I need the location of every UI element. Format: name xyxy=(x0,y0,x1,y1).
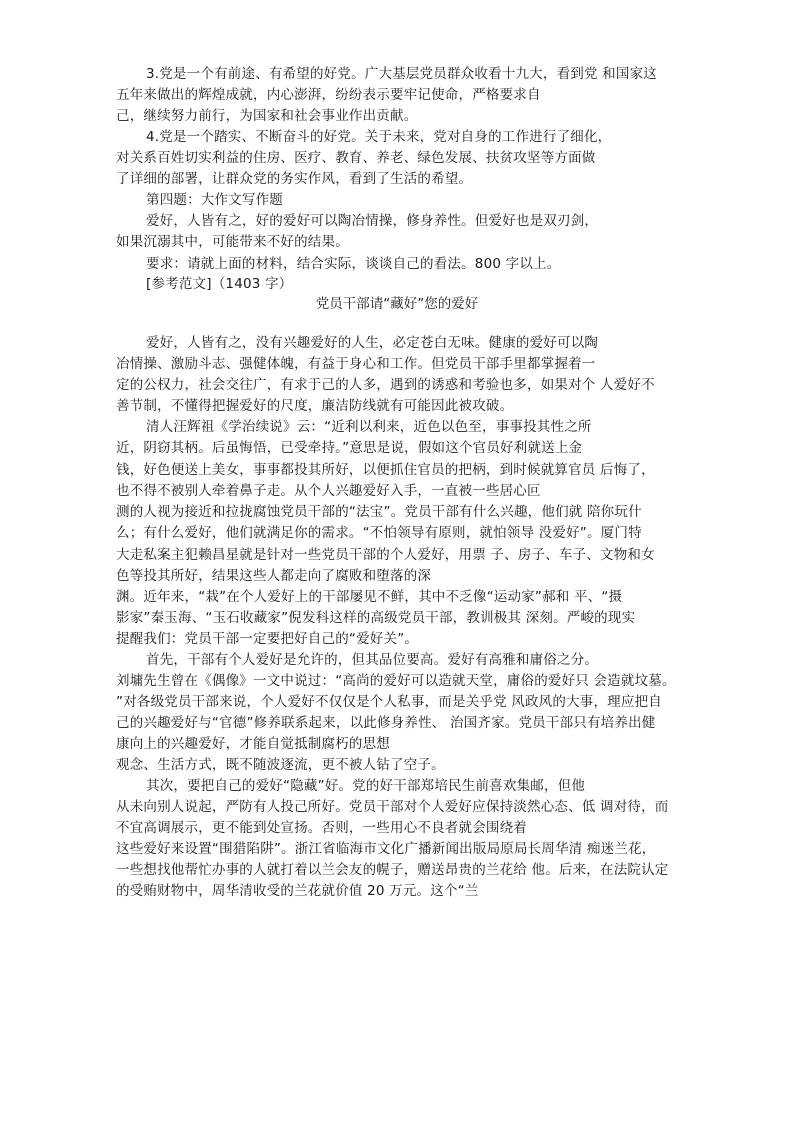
p1-line-4: 善节制，不懂得把握爱好的尺度，廉洁防线就有可能因此被攻破。 xyxy=(116,398,514,414)
material-line-2: 如果沉溺其中，可能带来不好的结果。 xyxy=(116,234,349,250)
p2-line-2: 近，阴窃其柄。后虽悔悟，已受牵持。”意思是说，假如这个官员好利就送上金 xyxy=(116,440,583,456)
p2-line-4: 也不得不被别人牵着鼻子走。从个人兴趣爱好入手，一直被一些居心叵 xyxy=(116,483,541,499)
p1-line-2: 冶情操、激励斗志、强健体魄，有益于身心和工作。但党员干部手里都掌握着一 xyxy=(116,356,596,372)
essay-title: 党员干部请“藏好”您的爱好 xyxy=(315,296,479,312)
p4-line-5: 一些想找他帮忙办事的人就打着以兰会友的幌子，赠送昂贵的兰花给 他。后来，在法院认定 xyxy=(116,862,669,878)
p1-line-3: 定的公权力，社会交往广，有求于己的人多，遇到的诱惑和考验也多，如果对个 人爱好不 xyxy=(116,377,655,393)
section3-line-3: 己，继续努力前行，为国家和社会事业作出贡献。 xyxy=(116,108,418,124)
p2-line-9: 渊。近年来，“栽”在个人爱好上的干部屡见不鲜，其中不乏像“运动家”郝和 平、“摄 xyxy=(116,589,623,605)
p2-line-3: 钱，好色便送上美女，事事都投其所好，以便抓住官员的把柄，到时候就算官员 后悔了， xyxy=(116,462,655,478)
p4-line-3: 不宜高调展示，更不能到处宣扬。否则，一些用心不良者就会围绕着 xyxy=(116,820,527,836)
p2-line-5: 测的人视为接近和拉拢腐蚀党员干部的“法宝”。党员干部有什么兴趣，他们就 陪你玩什 xyxy=(116,504,642,520)
p3-line-3: ”对各级党员干部来说，个人爱好不仅仅是个人私事，而是关乎党 风政风的大事，理应把自 xyxy=(116,694,662,710)
section3-line-2: 五年来做出的辉煌成就，内心澎湃，纷纷表示要牢记使命，严格要求自 xyxy=(116,87,541,103)
p2-line-10: 影家”秦玉海、“玉石收藏家”倪发科这样的高级党员干部，教训极其 深刻。严峻的现实 xyxy=(116,610,636,626)
p3-line-6: 观念、生活方式，既不随波逐流，更不被人钻了空子。 xyxy=(116,757,445,773)
p3-line-5: 康向上的兴趣爱好，才能自觉抵制腐朽的思想 xyxy=(116,736,390,752)
p4-line-4: 这些爱好来设置“围猎陷阱”。浙江省临海市文化广播新闻出版局原局长周华清 痴迷兰花， xyxy=(116,841,656,857)
material-line-1: 爱好，人皆有之，好的爱好可以陶冶情操，修身养性。但爱好也是双刃剑， xyxy=(146,213,599,229)
p4-line-2: 从未向别人说起，严防有人投己所好。党员干部对个人爱好应保持淡然心态、低 调对待，而 xyxy=(116,799,669,815)
p4-line-1: 其次，要把自己的爱好“隐藏”好。党的好干部郑培民生前喜欢集邮，但他 xyxy=(146,778,586,794)
p2-line-6: 么；有什么爱好，他们就满足你的需求。“不怕领导有原则，就怕领导 没爱好”。厦门特 xyxy=(116,525,642,541)
reference-label: [参考范文]（1403 字） xyxy=(146,276,293,292)
p4-line-6: 的受贿财物中，周华清收受的兰花就价值 20 万元。这个“兰 xyxy=(116,883,479,899)
p3-line-4: 己的兴趣爱好与“官德”修养联系起来，以此修身养性、 治国齐家。党员干部只有培养出健 xyxy=(116,715,656,731)
section4-line-2: 对关系百姓切实利益的住房、医疗、教育、养老、绿色发展、扶贫攻坚等方面做 xyxy=(116,150,596,166)
p2-line-1: 清人汪辉祖《学治续说》云：“近利以利来，近色以色至，事事投其性之所 xyxy=(146,419,592,435)
requirement-line: 要求：请就上面的材料，结合实际，谈谈自己的看法。800 字以上。 xyxy=(146,256,561,272)
p3-line-2: 刘墉先生曾在《偶像》一文中说过：“高尚的爱好可以造就天堂，庸俗的爱好只 会造就坟墓。 xyxy=(116,673,676,689)
section4-line-3: 了详细的部署，让群众党的务实作风，看到了生活的希望。 xyxy=(116,171,473,187)
p1-line-1: 爱好，人皆有之，没有兴趣爱好的人生，必定苍白无味。健康的爱好可以陶 xyxy=(146,335,599,351)
section3-line-1: 3.党是一个有前途、有希望的好党。广大基层党员群众收看十九大，看到党 和国家这 xyxy=(146,66,657,82)
p2-line-11: 提醒我们：党员干部一定要把好自己的“爱好关”。 xyxy=(116,631,419,647)
question-heading: 第四题：大作文写作题 xyxy=(146,192,283,208)
p2-line-8: 色等投其所好，结果这些人都走向了腐败和堕落的深 xyxy=(116,568,432,584)
p2-line-7: 大走私案主犯赖昌星就是针对一些党员干部的个人爱好，用票 子、房子、车子、文物和女 xyxy=(116,547,655,563)
section4-line-1: 4.党是一个踏实、不断奋斗的好党。关于未来，党对自身的工作进行了细化， xyxy=(146,129,612,145)
p3-line-1: 首先，干部有个人爱好是允许的，但其品位要高。爱好有高雅和庸俗之分。 xyxy=(146,652,599,668)
